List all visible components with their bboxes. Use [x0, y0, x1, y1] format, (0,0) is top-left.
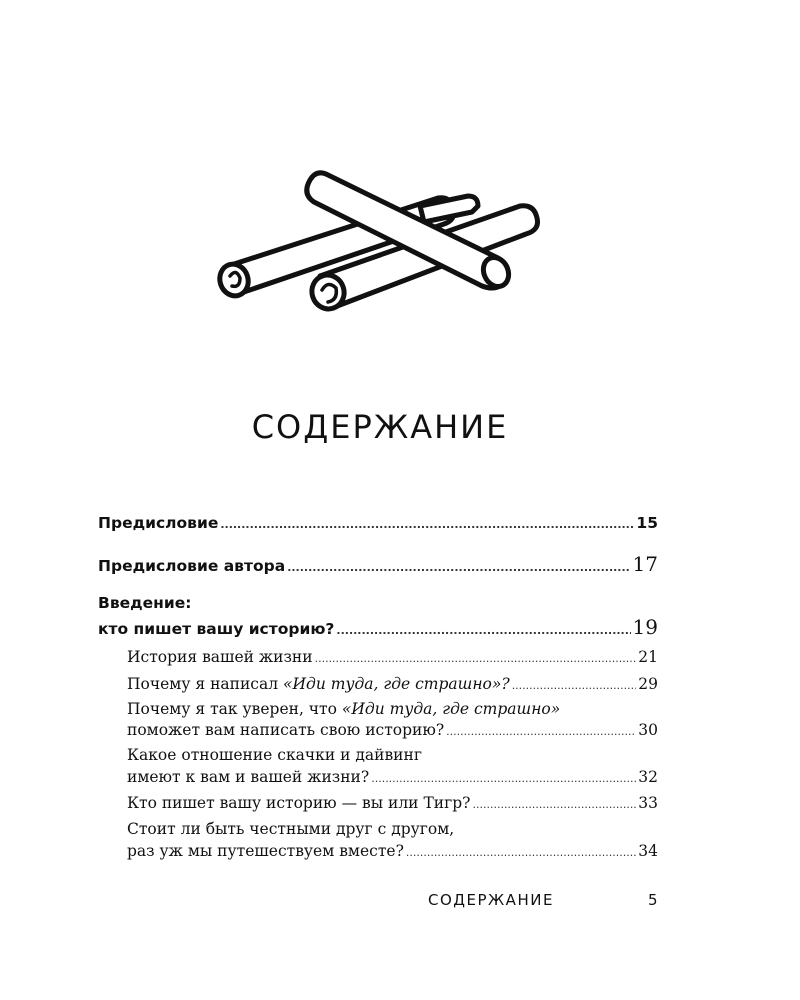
toc-page-number: 19	[632, 615, 658, 639]
toc-page-number: 17	[632, 552, 658, 576]
page-title: СОДЕРЖАНИЕ	[251, 408, 509, 446]
cinnamon-sticks-icon	[210, 168, 550, 328]
toc-item-label: имеют к вам и вашей жизни?	[127, 768, 370, 786]
toc-item-label-italic: «Иди туда, где страшно»	[341, 700, 561, 718]
toc-page-number: 30	[638, 721, 658, 739]
toc-item-label: История вашей жизни	[127, 648, 313, 666]
dot-leader	[406, 846, 636, 859]
dot-leader	[446, 725, 636, 738]
toc-item-intro[interactable]	[98, 615, 658, 639]
toc-item-label: кто пишет вашу историю?	[98, 620, 335, 638]
toc-item-label: Предисловие автора	[98, 557, 286, 575]
toc-item-label: раз уж мы путешествуем вместе?	[127, 842, 404, 860]
toc-page-number: 32	[638, 768, 658, 786]
toc-item-label	[127, 675, 510, 693]
toc-page-number: 34	[638, 842, 658, 860]
dot-leader	[315, 652, 637, 665]
dot-leader	[512, 679, 637, 692]
toc-item-foreword[interactable]	[98, 514, 658, 532]
toc-item-label: Предисловие	[98, 514, 219, 532]
running-footer-title: СОДЕРЖАНИЕ	[428, 891, 554, 909]
toc-page-number: 33	[638, 794, 658, 812]
toc-subitem-line1: Какое отношение скачки и дайвинг	[127, 746, 422, 764]
toc-page-number: 29	[638, 675, 658, 693]
toc-subitem[interactable]	[127, 768, 658, 786]
toc-item-label: Кто пишет вашу историю — вы или Тигр?	[127, 794, 471, 812]
dot-leader	[287, 561, 630, 574]
toc-item-label-italic: «Иди туда, где страшно»?	[283, 675, 510, 693]
toc-page-number: 15	[636, 514, 658, 532]
toc-subitem-line1	[127, 700, 560, 718]
toc-subitem[interactable]	[127, 648, 658, 666]
dot-leader	[336, 624, 630, 637]
dot-leader	[472, 798, 636, 811]
dot-leader	[371, 772, 636, 785]
toc-item-label: поможет вам написать свою историю?	[127, 721, 445, 739]
toc-subitem[interactable]	[127, 675, 658, 693]
toc-item-intro-line1: Введение:	[98, 594, 192, 612]
toc-subitem[interactable]	[127, 842, 658, 860]
toc-page-number: 21	[638, 648, 658, 666]
toc-subitem[interactable]	[127, 721, 658, 739]
toc-item-label-text: Почему я написал	[127, 675, 284, 693]
toc-subitem-line1: Стоит ли быть честными друг с другом,	[127, 820, 455, 838]
toc-item-label-text: Почему я так уверен, что	[127, 700, 342, 718]
toc-subitem[interactable]	[127, 794, 658, 812]
toc-item-author-foreword[interactable]	[98, 552, 658, 576]
dot-leader	[220, 518, 634, 531]
page-number: 5	[648, 891, 658, 909]
